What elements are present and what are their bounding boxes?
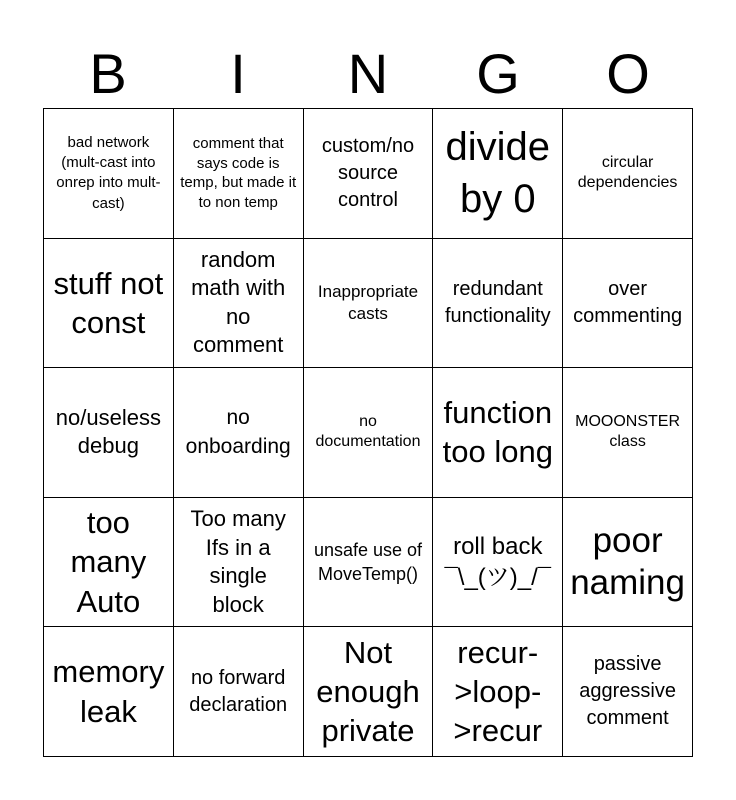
cell-text: no forward declaration	[189, 666, 288, 716]
bingo-cell[interactable]	[304, 498, 434, 628]
bingo-cell[interactable]	[304, 368, 434, 498]
header-letter-g: G	[476, 42, 520, 105]
bingo-header	[43, 40, 693, 108]
cell-text: recur->loop->recur	[453, 634, 543, 749]
bingo-cell[interactable]	[304, 627, 434, 757]
bingo-cell[interactable]	[563, 498, 693, 628]
cell-text: random math with no comment	[191, 246, 286, 358]
header-letter-b: B	[89, 42, 127, 105]
cell-text: roll back ¯\_(ツ)_/¯	[444, 532, 552, 592]
bingo-cell[interactable]	[44, 498, 174, 628]
cell-text: comment that says code is temp, but made it to non temp	[180, 135, 297, 211]
bingo-cell[interactable]	[174, 368, 304, 498]
cell-text: passive aggressive comment	[579, 653, 676, 730]
bingo-cell[interactable]	[433, 239, 563, 369]
cell-text: divide by 0	[445, 125, 551, 222]
bingo-cell[interactable]	[433, 109, 563, 239]
bingo-cell[interactable]	[304, 109, 434, 239]
cell-text: stuff not const	[53, 265, 164, 340]
cell-text: no documentation	[315, 412, 421, 451]
cell-text: custom/no source control	[321, 134, 415, 211]
bingo-cell[interactable]	[174, 498, 304, 628]
cell-text: no onboarding	[185, 406, 291, 459]
header-letter-i: I	[230, 42, 246, 105]
bingo-cell[interactable]	[44, 627, 174, 757]
cell-text: circular dependencies	[577, 153, 678, 192]
cell-text: redundant functionality	[444, 277, 551, 327]
bingo-cell[interactable]	[563, 109, 693, 239]
bingo-cell[interactable]	[44, 368, 174, 498]
cell-text: Not enough private	[316, 634, 420, 749]
bingo-cell[interactable]	[433, 498, 563, 628]
cell-text: over commenting	[573, 277, 683, 327]
cell-text: Inappropriate casts	[317, 281, 419, 323]
bingo-cell[interactable]	[563, 239, 693, 369]
cell-text: MOOONSTER class	[575, 412, 681, 451]
cell-text: unsafe use of MoveTemp()	[313, 539, 423, 585]
bingo-board	[43, 108, 693, 757]
cell-text: Too many Ifs in a single block	[190, 505, 286, 617]
cell-text: no/useless debug	[55, 404, 161, 459]
bingo-cell[interactable]	[433, 368, 563, 498]
header-letter-o: O	[606, 42, 650, 105]
cell-text: function too long	[442, 395, 553, 470]
bingo-cell[interactable]	[174, 109, 304, 239]
bingo-cell[interactable]	[174, 627, 304, 757]
bingo-cell[interactable]	[433, 627, 563, 757]
bingo-cell[interactable]	[174, 239, 304, 369]
bingo-cell[interactable]	[563, 368, 693, 498]
bingo-cell[interactable]	[44, 239, 174, 369]
bingo-cell[interactable]	[44, 109, 174, 239]
cell-text: poor naming	[570, 521, 685, 603]
cell-text: bad network (mult-cast into onrep into mult-cast)	[56, 133, 161, 212]
cell-text: too many Auto	[70, 505, 147, 619]
header-letter-n: N	[347, 42, 389, 105]
cell-text: memory leak	[52, 654, 165, 729]
bingo-cell[interactable]	[563, 627, 693, 757]
bingo-cell[interactable]	[304, 239, 434, 369]
